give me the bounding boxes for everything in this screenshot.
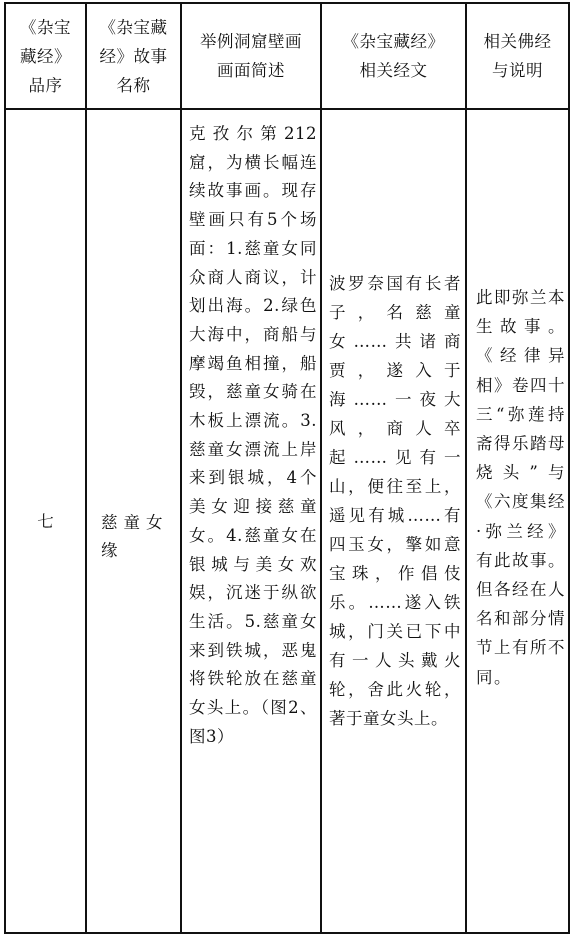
column-border — [180, 2, 182, 934]
row-mural-description: 克孜尔第212窟，为横长幅连续故事画。现存壁画只有5个场面：1.慈童女同众商人商议，计划出海。2.绿色大海中，商船与摩竭鱼相撞，船毁，慈童女骑在木板上漂流。3.慈童女漂流上岸来到银城，4个美女迎接慈童女。4.慈童女在银城与美女欢娱，沉迷于纵欲生活。5.慈童女来到铁城，恶鬼将铁轮放在慈童女头上。（图2、图3） — [189, 124, 317, 746]
row-scripture-text: 波罗奈国有长者子，名慈童女……共诸商贾，遂入于海……一夜大风，商人卒起……见有一山，便往至上，遥见有城……有四玉女，擎如意宝珠，作倡伎乐。……遂入铁城，门关已下中有一人头戴火轮，舍此火轮，著于童女头上。 — [329, 274, 461, 728]
header-scripture-text: 《杂宝藏经》 相关经文 — [342, 32, 445, 80]
row-related-sutras: 此即弥兰本生故事。《经律异相》卷四十三“弥莲持斋得乐踏母烧头”与《六度集经·弥兰经》有此故事。但各经在人名和部分情节上有所不同。 — [476, 288, 566, 687]
sutra-comparison-table — [4, 2, 570, 934]
column-border — [4, 2, 6, 934]
table-header-rule — [4, 108, 570, 110]
header-chapter-order: 《杂宝 藏经》 品序 — [20, 17, 71, 95]
header-related-sutras: 相关佛经 与说明 — [483, 32, 552, 80]
column-border — [85, 2, 87, 934]
table-bottom-rule — [4, 932, 570, 934]
row-chapter-order: 七 — [37, 512, 54, 531]
column-border — [465, 2, 467, 934]
header-mural-description: 举例洞窟壁画 画面简述 — [200, 32, 302, 80]
row-story-name: 慈童女缘 — [101, 513, 169, 560]
column-border — [568, 2, 570, 934]
header-story-name: 《杂宝藏 经》故事 名称 — [99, 17, 168, 95]
column-border — [320, 2, 322, 934]
